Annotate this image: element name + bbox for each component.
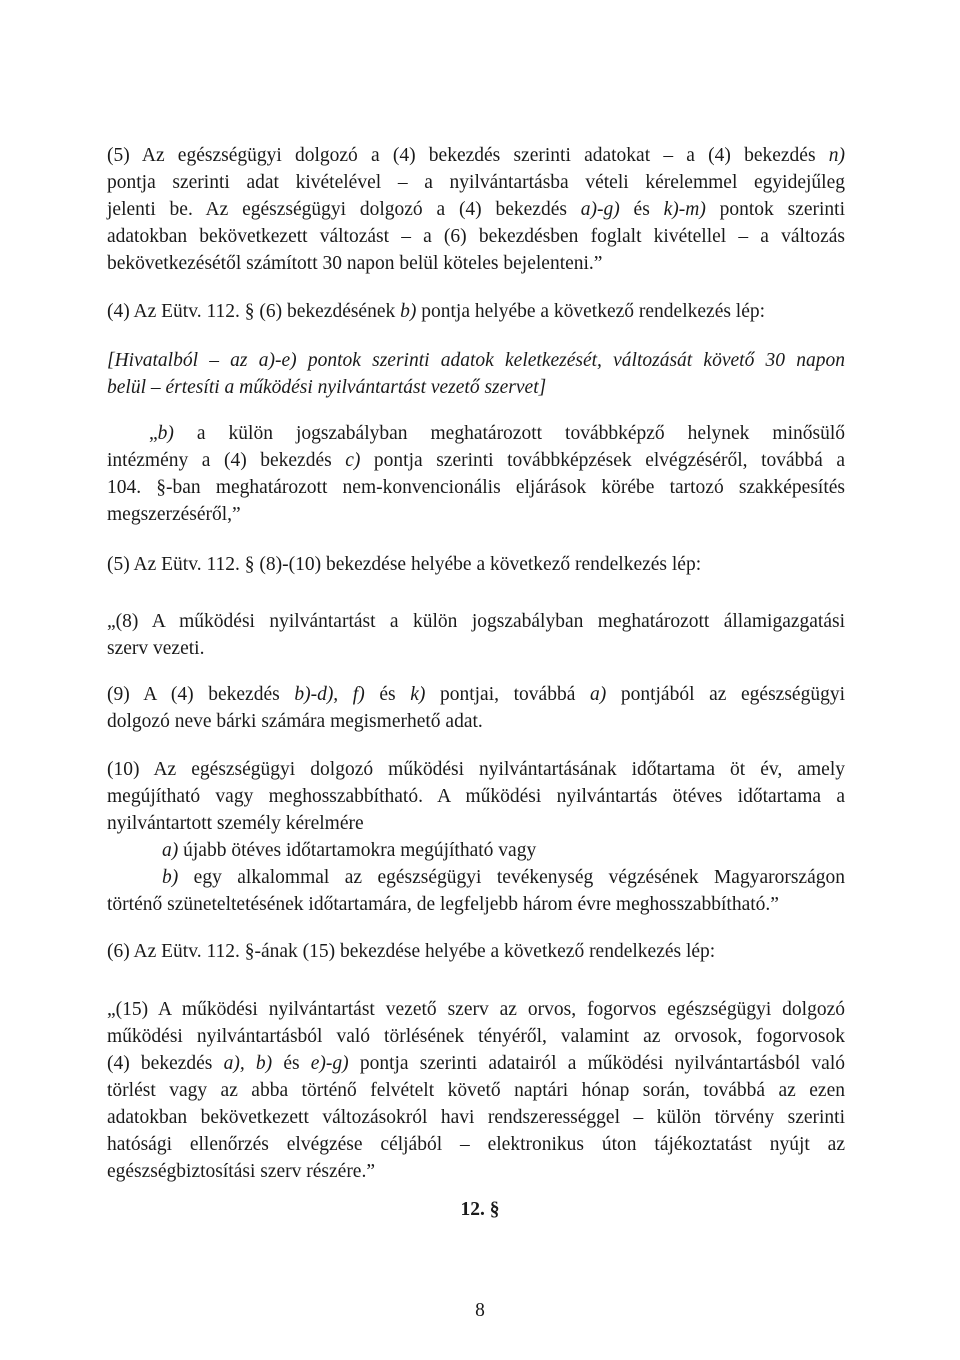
italic-ref: b)-d), f) bbox=[294, 684, 365, 705]
text-line: (6) Az Eütv. 112. §-ának (15) bekezdése helyébe a következő rendelkezés lép: bbox=[107, 941, 716, 962]
page-number: 8 bbox=[475, 1300, 485, 1321]
text-run: a külön jogszabályban meghatározott továbbképző helynek minősülő bbox=[173, 423, 845, 444]
text-run: pontjai, továbbá bbox=[425, 684, 590, 705]
text-line: működési nyilvántartásból való törlésének tényéről, valamint az orvosok, fogorvosok bbox=[107, 1026, 845, 1047]
italic-ref: k) bbox=[410, 684, 426, 705]
text-line: (5) Az Eütv. 112. § (8)-(10) bekezdése helyébe a következő rendelkezés lép: bbox=[107, 554, 702, 575]
italic-ref: k)-m) bbox=[663, 199, 706, 220]
italic-ref: b) bbox=[157, 423, 174, 444]
paragraph-15 bbox=[107, 996, 845, 1185]
text-line: (10) Az egészségügyi dolgozó működési nyilvántartásának időtartama öt év, amely bbox=[107, 759, 845, 780]
paragraph-8 bbox=[107, 608, 845, 662]
text-line: adatokban bekövetkezett változásokról havi rendszerességgel – külön törvény szerinti bbox=[107, 1107, 845, 1128]
text-line: bekövetkezésétől számított 30 napon belül köteles bejelenteni.” bbox=[107, 253, 603, 274]
amendment-6 bbox=[107, 938, 845, 965]
text-line bbox=[107, 447, 845, 474]
text-line: adatokban bekövetkezett változást – a (6) bekezdésben foglalt kivétellel – a változás bbox=[107, 226, 845, 247]
paragraph-10 bbox=[107, 756, 845, 918]
text-run: egy alkalommal az egészségügyi tevékenység végzésének Magyarországon bbox=[178, 867, 845, 888]
text-line: hatósági ellenőrzés elvégzése céljából – elektronikus úton tájékoztatást nyújt az bbox=[107, 1134, 845, 1155]
text-line: szerv vezeti. bbox=[107, 638, 205, 659]
text-run: pontja szerinti továbbképzések elvégzéséről, továbbá a bbox=[360, 450, 845, 471]
text-line bbox=[107, 420, 845, 447]
amendment-5 bbox=[107, 551, 845, 578]
text-run: pontja szerinti adatairól a működési nyilvántartásból való bbox=[348, 1053, 846, 1074]
italic-ref: b) bbox=[162, 867, 179, 888]
italic-ref: b) bbox=[400, 301, 417, 322]
text-line: törlést vagy az abba történő felvételt követő naptári hónap során, továbbá az ezen bbox=[107, 1080, 845, 1101]
point-b bbox=[107, 420, 845, 528]
text-run: (4) bekezdés bbox=[107, 1053, 224, 1074]
italic-ref: a) bbox=[589, 684, 607, 705]
text-run: „ bbox=[149, 423, 158, 444]
text-run: jelenti be. Az egészségügyi dolgozó a (4) bekezdés bbox=[107, 199, 581, 220]
text-line: dolgozó neve bárki számára megismerhető adat. bbox=[107, 711, 483, 732]
text-line bbox=[107, 298, 845, 325]
text-run: intézmény a (4) bekezdés bbox=[107, 450, 346, 471]
bracketed-context bbox=[107, 347, 845, 401]
text-line bbox=[107, 142, 845, 169]
amendment-4 bbox=[107, 298, 845, 325]
text-run: (5) Az egészségügyi dolgozó a (4) bekezdés szerinti adatokat – a (4) bekezdés bbox=[107, 145, 829, 166]
text-run: újabb ötéves időtartamokra megújítható vagy bbox=[178, 840, 537, 861]
text-line bbox=[107, 1050, 845, 1077]
italic-ref: c) bbox=[345, 450, 361, 471]
italic-ref: n) bbox=[828, 145, 845, 166]
text-line: történő szüneteltetésének időtartamára, de legfeljebb három évre meghosszabbítható.” bbox=[107, 894, 779, 915]
text-line: [Hivatalból – az a)-e) pontok szerinti adatok keletkezését, változását követő 30 napon bbox=[107, 350, 845, 371]
text-run: és bbox=[272, 1053, 311, 1074]
text-run: pontja helyébe a következő rendelkezés lép: bbox=[416, 301, 766, 322]
text-line: „(8) A működési nyilvántartást a külön jogszabályban meghatározott államigazgatási bbox=[107, 611, 845, 632]
text-line: megújítható vagy meghosszabbítható. A működési nyilvántartás ötéves időtartama a bbox=[107, 786, 845, 807]
paragraph-9 bbox=[107, 681, 845, 735]
text-run: és bbox=[364, 684, 411, 705]
italic-ref: a) bbox=[162, 840, 179, 861]
paragraph-5-intro bbox=[107, 142, 845, 277]
text-line: 104. §-ban meghatározott nem-konvencionális eljárások körébe tartozó szakképesítés bbox=[107, 477, 845, 498]
italic-ref: a)-g) bbox=[580, 199, 620, 220]
list-item-a bbox=[107, 837, 845, 864]
text-line bbox=[107, 196, 845, 223]
text-run: pontjából az egészségügyi bbox=[606, 684, 845, 705]
text-line bbox=[107, 681, 845, 708]
text-line: megszerzéséről,” bbox=[107, 504, 241, 525]
list-item-b bbox=[107, 864, 845, 891]
italic-ref: e)-g) bbox=[310, 1053, 349, 1074]
text-line: nyilvántartott személy kérelmére bbox=[107, 813, 364, 834]
section-heading: 12. § bbox=[460, 1199, 500, 1220]
text-run: pontok szerinti bbox=[705, 199, 845, 220]
italic-ref: a), b) bbox=[223, 1053, 273, 1074]
text-line: „(15) A működési nyilvántartást vezető szerv az orvos, fogorvos egészségügyi dolgozó bbox=[107, 999, 845, 1020]
text-run: (4) Az Eütv. 112. § (6) bekezdésének bbox=[107, 301, 401, 322]
text-run: és bbox=[619, 199, 664, 220]
text-run: (9) A (4) bekezdés bbox=[107, 684, 295, 705]
text-line: belül – értesíti a működési nyilvántartást vezető szervet] bbox=[107, 377, 547, 398]
text-line: pontja szerinti adat kivételével – a nyilvántartásba vételi kérelemmel egyidejűleg bbox=[107, 172, 845, 193]
text-line: egészségbiztosítási szerv részére.” bbox=[107, 1161, 375, 1182]
